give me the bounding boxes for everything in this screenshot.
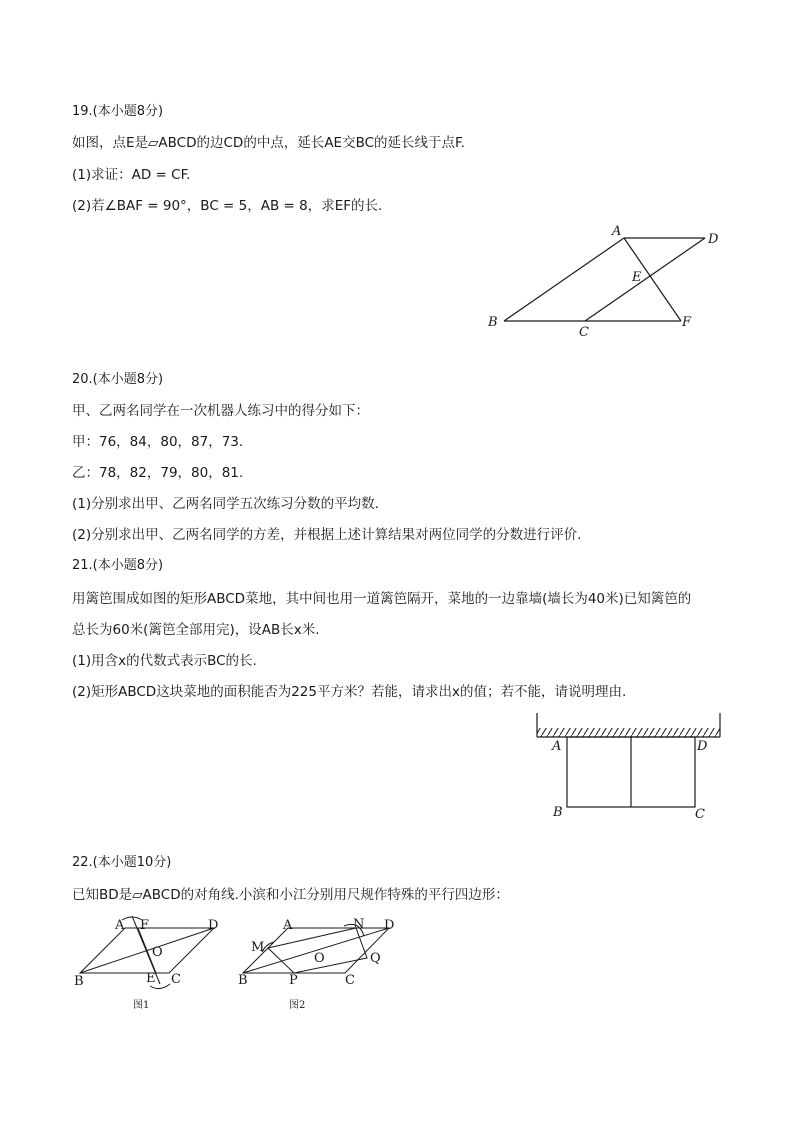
q21-figure xyxy=(530,705,730,830)
fig1-label-f: F xyxy=(140,918,150,933)
q22-figure-1 xyxy=(70,912,230,1017)
fig2-label-a: A xyxy=(283,918,293,933)
q21-label-c: C xyxy=(695,807,705,822)
q22-stem: 已知BD是▱ABCD的对角线.小滨和小江分别用尺规作特殊的平行四边形： xyxy=(72,887,509,903)
fig2-label-d: D xyxy=(384,918,395,933)
q20-scores-b: 乙：78，82，79，80，81. xyxy=(72,465,244,481)
fig1-label-a: A xyxy=(115,918,125,933)
fig2-label-p: P xyxy=(289,973,298,988)
q19-label-a: A xyxy=(612,224,622,239)
q19-label-e: E xyxy=(632,270,642,285)
fig1-label-e: E xyxy=(146,971,156,986)
fig2-label-c: C xyxy=(345,973,355,988)
q20-part2: (2)分别求出甲、乙两名同学的方差，并根据上述计算结果对两位同学的分数进行评价. xyxy=(72,527,582,543)
q19-label-c: C xyxy=(579,325,589,340)
fig2-label-b: B xyxy=(238,973,248,988)
q21-part1: (1)用含x的代数式表示BC的长. xyxy=(72,653,257,669)
q19-label-f: F xyxy=(682,315,692,330)
fig2-label-o: O xyxy=(314,951,325,966)
q20-scores-a: 甲：76，84，80，87，73. xyxy=(72,434,244,450)
q20-header: 20.(本小题8分) xyxy=(72,372,164,387)
fig2-label-n: N xyxy=(353,917,365,932)
fig1-caption: 图1 xyxy=(133,1000,150,1011)
fig1-label-o: O xyxy=(152,945,163,960)
fig1-label-b: B xyxy=(74,974,84,989)
q20-stem: 甲、乙两名同学在一次机器人练习中的得分如下： xyxy=(72,403,369,419)
fig2-label-m: M xyxy=(251,940,265,955)
q22-figure-2 xyxy=(232,912,402,1017)
q19-figure xyxy=(480,222,730,342)
q19-part2: (2)若∠BAF = 90°，BC = 5，AB = 8，求EF的长. xyxy=(72,198,383,214)
fig2-caption: 图2 xyxy=(289,1000,306,1011)
q19-label-b: B xyxy=(488,315,498,330)
q19-part1: (1)求证：AD = CF. xyxy=(72,167,191,183)
q22-header: 22.(本小题10分) xyxy=(72,855,172,870)
q19-label-d: D xyxy=(708,232,719,247)
q19-header: 19.(本小题8分) xyxy=(72,104,164,119)
q19-stem: 如图，点E是▱ABCD的边CD的中点，延长AE交BC的延长线于点F. xyxy=(72,135,465,151)
q21-stem-line1: 用篱笆围成如图的矩形ABCD菜地，其中间也用一道篱笆隔开，菜地的一边靠墙(墙长为40米)已知篱笆的 xyxy=(72,591,692,607)
q21-label-a: A xyxy=(552,739,562,754)
wall-hatch xyxy=(537,728,720,737)
q21-header: 21.(本小题8分) xyxy=(72,558,164,573)
fig2-label-q: Q xyxy=(370,951,381,966)
q20-part1: (1)分别求出甲、乙两名同学五次练习分数的平均数. xyxy=(72,496,379,512)
q21-label-d: D xyxy=(697,739,708,754)
q21-label-b: B xyxy=(553,805,563,820)
q21-stem-line2: 总长为60米(篱笆全部用完)，设AB长x米. xyxy=(72,622,320,638)
fig1-label-c: C xyxy=(171,972,181,987)
q21-part2: (2)矩形ABCD这块菜地的面积能否为225平方米？若能，请求出x的值；若不能，请说明理由. xyxy=(72,684,627,700)
fig1-label-d: D xyxy=(208,918,219,933)
